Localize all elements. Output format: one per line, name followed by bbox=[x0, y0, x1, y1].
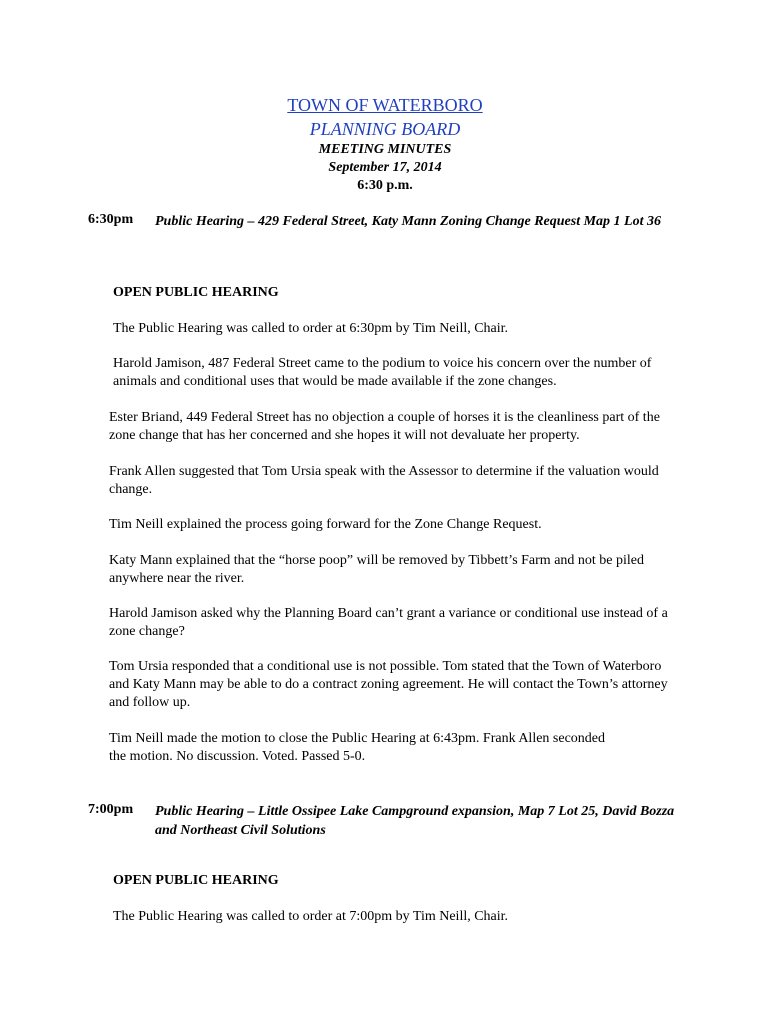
paragraph: Frank Allen suggested that Tom Ursia speak with the Assessor to determine if the valuation would change. bbox=[109, 464, 659, 497]
paragraph: Tim Neill made the motion to close the Public Hearing at 6:43pm. Frank Allen seconded the motion. No discussion. Voted. Passed 5-0. bbox=[109, 731, 606, 764]
meeting-time: 6:30 p.m. bbox=[357, 178, 413, 193]
board-title: PLANNING BOARD bbox=[309, 119, 461, 139]
paragraph: Ester Briand, 449 Federal Street has no objection a couple of horses it is the cleanliness part of the zone change that has her concerned and she hopes it will not devaluate her property. bbox=[109, 410, 660, 443]
paragraph: Harold Jamison, 487 Federal Street came to the podium to voice his concern over the number of animals and conditional uses that would be made available if the zone changes. bbox=[113, 356, 652, 389]
paragraph: The Public Hearing was called to order at 6:30pm by Tim Neill, Chair. bbox=[113, 321, 509, 336]
paragraph: Katy Mann explained that the “horse poop” will be removed by Tibbett’s Farm and not be piled anywhere near the river. bbox=[109, 553, 645, 586]
paragraph: Harold Jamison asked why the Planning Board can’t grant a variance or conditional use instead of a zone change? bbox=[109, 606, 668, 639]
agenda-time: 6:30pm bbox=[88, 212, 134, 227]
paragraph: Tom Ursia responded that a conditional use is not possible. Tom stated that the Town of Waterboro and Katy Mann may be able to do a contract zoning agreement. He will contact the Town’s attorney and follow up. bbox=[109, 659, 668, 710]
paragraph: The Public Hearing was called to order at 7:00pm by Tim Neill, Chair. bbox=[113, 909, 509, 924]
agenda-title: Public Hearing – 429 Federal Street, Katy Mann Zoning Change Request Map 1 Lot 36 bbox=[155, 214, 661, 229]
section-heading: OPEN PUBLIC HEARING bbox=[113, 873, 279, 888]
doc-type: MEETING MINUTES bbox=[318, 142, 452, 157]
paragraph: Tim Neill explained the process going forward for the Zone Change Request. bbox=[109, 517, 542, 532]
section-heading: OPEN PUBLIC HEARING bbox=[113, 285, 279, 300]
agenda-title: Public Hearing – Little Ossipee Lake Campground expansion, Map 7 Lot 25, David Bozza and Northeast Civil Solutions bbox=[155, 804, 675, 838]
org-title: TOWN OF WATERBORO bbox=[287, 95, 483, 115]
meeting-date: September 17, 2014 bbox=[328, 160, 442, 175]
agenda-time: 7:00pm bbox=[88, 802, 134, 817]
